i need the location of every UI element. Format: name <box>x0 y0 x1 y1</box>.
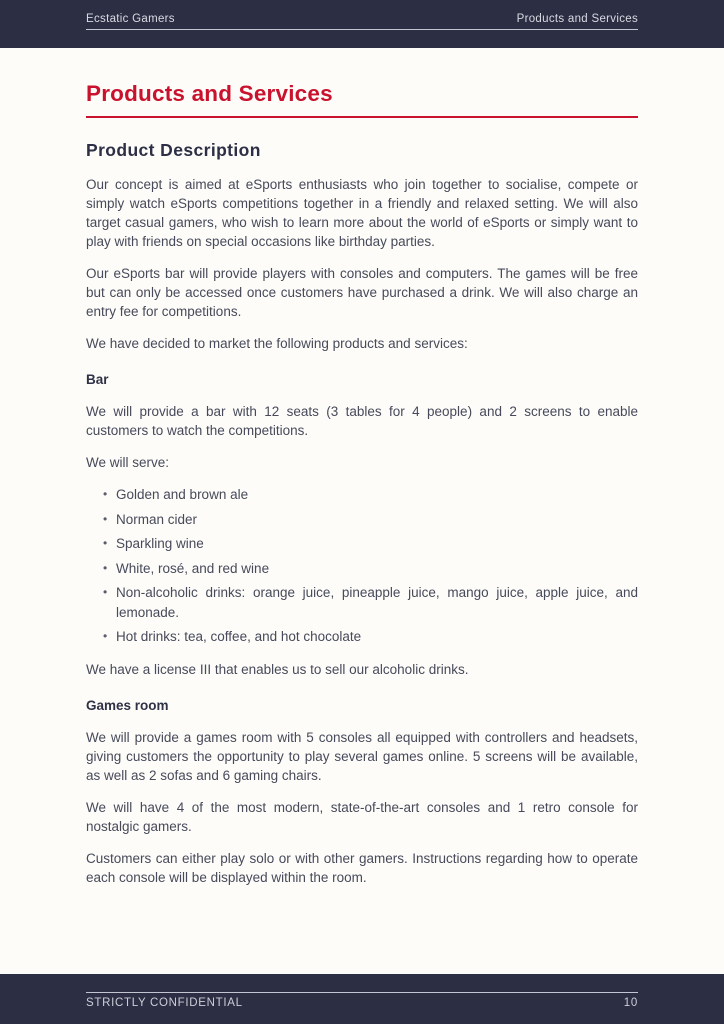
paragraph-license: We have a license III that enables us to sell our alcoholic drinks. <box>86 661 469 677</box>
paragraph-esports-bar: Our eSports bar will provide players with consoles and computers. The games will be free but can only be accessed once customers have purchased a drink. We will also charge an entry fee for competitions. <box>86 266 638 319</box>
page-footer-rule <box>86 992 638 1009</box>
list-item-non-alcoholic: • Non-alcoholic drinks: orange juice, pineapple juice, mango juice, apple juice, and lemonade. <box>103 583 638 622</box>
paragraph-market-intro: We have decided to market the following products and services: <box>86 336 468 351</box>
list-item-sparkling-wine: • Sparkling wine <box>103 534 638 554</box>
drinks-list <box>86 485 638 647</box>
paragraph-games-room-equipment: We will provide a games room with 5 consoles all equipped with controllers and headsets, giving customers the opportunity to play several games online. 5 screens will be available, as well as 2 sofas and 6 gaming chairs. <box>86 729 638 783</box>
page-header-band <box>0 0 724 48</box>
paragraph-bar-seats: We will provide a bar with 12 seats (3 tables for 4 people) and 2 screens to enable customers to watch the competitions. <box>86 404 638 438</box>
list-item-hot-drinks: • Hot drinks: tea, coffee, and hot chocolate <box>103 627 638 647</box>
list-item-cider: • Norman cider <box>103 510 638 530</box>
paragraph-play-solo: Customers can either play solo or with other gamers. Instructions regarding how to operate each console will be displayed within the room. <box>86 850 638 885</box>
footer-confidential-label: STRICTLY CONFIDENTIAL <box>86 997 243 1009</box>
paragraph-consoles: We will have 4 of the most modern, state-of-the-art consoles and 1 retro console for nostalgic gamers. <box>86 799 638 834</box>
paragraph-we-will-serve: We will serve: <box>86 455 170 470</box>
header-chapter-name: Products and Services <box>516 13 638 25</box>
page-title: Products and Services <box>86 81 638 118</box>
list-item-wine: • White, rosé, and red wine <box>103 559 638 579</box>
document-content <box>0 81 724 887</box>
paragraph-concept: Our concept is aimed at eSports enthusiasts who join together to socialise, compete or simply watch eSports competitions together in a friendly and relaxed setting. We will also target casual gamers, who wish to learn more about the world of eSports or simply want to play with friends on special occasions like birthday parties. <box>86 177 638 249</box>
page-header-rule <box>86 0 638 30</box>
page-footer-band <box>0 974 724 1024</box>
section-heading-product-description: Product Description <box>86 140 261 160</box>
footer-page-number: 10 <box>623 997 638 1009</box>
subsection-heading-games-room: Games room <box>86 697 169 713</box>
subsection-heading-bar: Bar <box>86 372 109 387</box>
list-item-ale: • Golden and brown ale <box>103 485 638 505</box>
header-company-name: Ecstatic Gamers <box>86 13 175 25</box>
